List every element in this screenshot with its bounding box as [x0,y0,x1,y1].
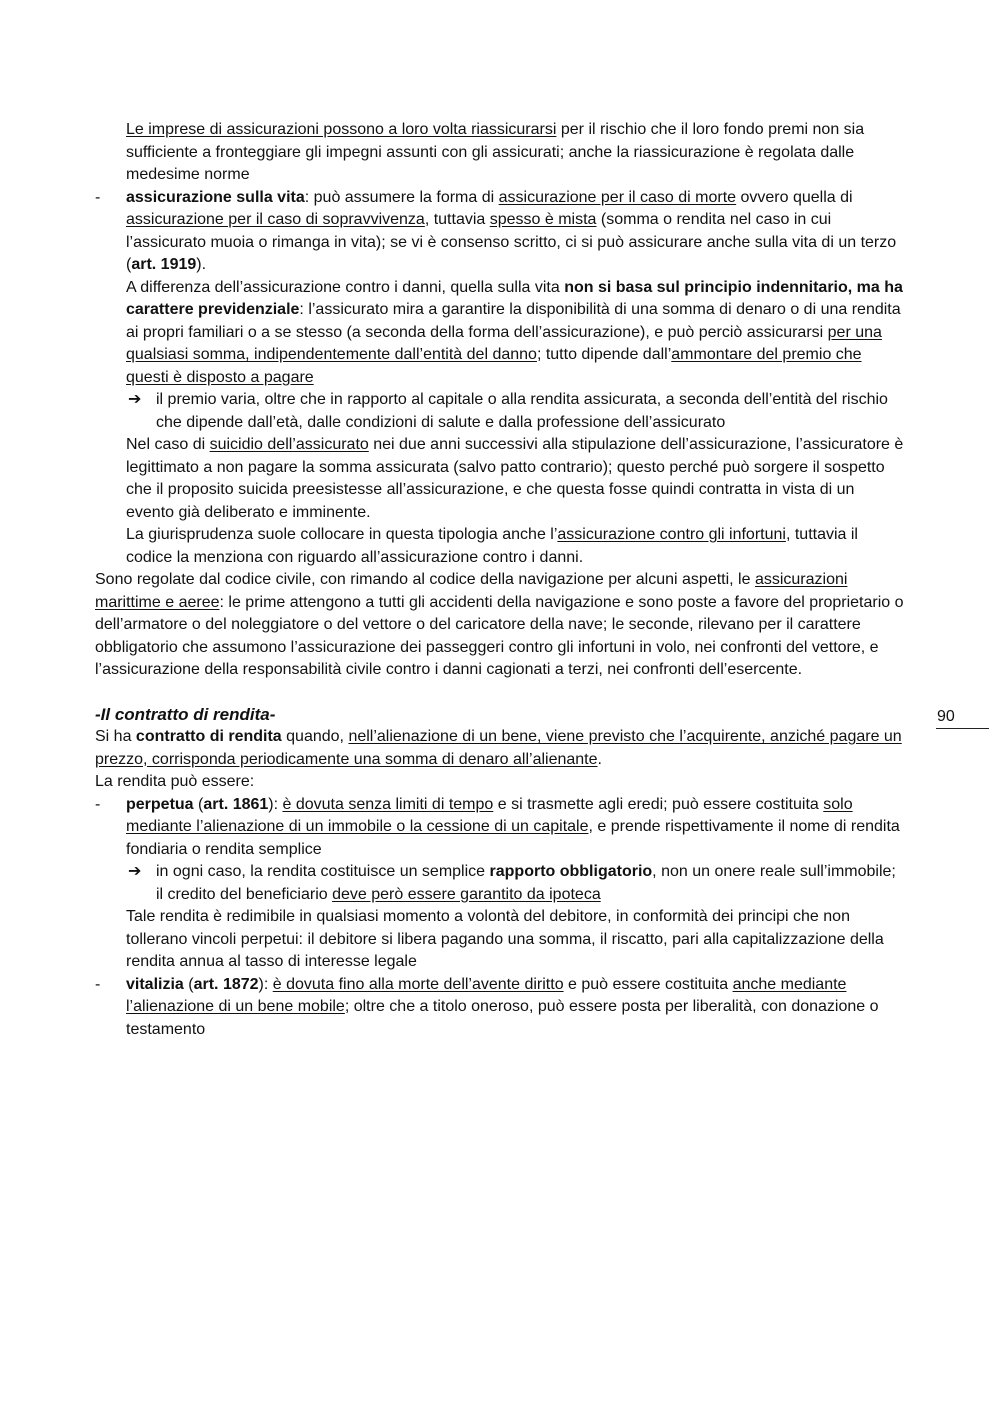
text-run: : può assumere la forma di [304,188,499,206]
text-run: , non un onere reale sull’immobile; il credito del beneficiario [156,863,896,903]
underlined-text: è dovuta senza limiti di tempo [282,795,494,813]
text-run: , tuttavia [424,211,490,228]
arrow-bullet-icon: ➔ [128,391,142,408]
paragraph-rendita-puo-essere [95,771,905,794]
bold-text: assicurazione sulla vita [126,188,305,206]
text-run: ( [183,975,194,993]
underlined-text: suicidio dell’assicurato [209,436,369,453]
bold-text: non si basa sul principio indennitario, ma ha carattere previdenziale [126,278,903,318]
list-item-vitalizia [95,974,905,1042]
text-run: (somma o rendita nel caso in cui l’assicurato muoia o rimanga in vita); se vi è consenso scritto, ci si può assicurare anche sulla vita di un terzo ( [126,211,897,273]
list-item-perpetua [95,794,905,862]
bold-text: art. 1861 [203,795,269,813]
list-dash-icon: - [95,188,101,206]
underlined-text: assicurazioni marittime e aeree [95,571,848,611]
text-run: ): [258,975,273,993]
paragraph-definizione-rendita [95,726,905,771]
arrow-bullet-icon: ➔ [128,863,142,880]
text-run: La rendita può essere: [95,773,255,790]
paragraph-riassicurazione [126,119,905,187]
arrow-item-rapporto-obbligatorio [95,861,905,906]
underlined-text: assicurazione per il caso di morte [498,188,737,206]
text-run: . [597,750,602,768]
underlined-text: solo mediante l’alienazione di un immobile o la cessione di un capitale [126,795,853,835]
page-number: 90 [936,706,989,729]
text-run: nei due anni successivi alla stipulazione dell’assicurazione, l’assicuratore è legittimato a non pagare la somma assicurata (salvo patto contrario); questo perché può sorgere il sospetto che il proposito suicida preesistesse all’assicurazione, e che questa fosse quindi contratta in vista di un evento già deliberato e imminente. [126,436,904,521]
text-run: , e prende rispettivamente il nome di rendita fondiaria o rendita semplice [126,818,900,858]
underlined-text: assicurazione per il caso di sopravvivenza [126,211,425,228]
text-run: Sono regolate dal codice civile, con rimando al codice della navigazione per alcuni aspetti, le [95,571,755,588]
text-run: : le prime attengono a tutti gli accidenti della navigazione e sono poste a favore del proprietario o dell’armatore o del noleggiatore o del vettore o del caricatore della nave; le seconde, rilevano per il carattere obbligatorio che assumono l’assicurazione dei passeggeri contro gli infortuni in volo, nei confronti del vettore, e l’assicurazione della responsabilità civile contro i danni cagionati a terzi, nei confronti dell’esercente. [95,593,904,678]
underlined-text: per una qualsiasi somma, indipendentemente dall’entità del danno [126,323,882,363]
bold-text: perpetua [126,795,194,813]
paragraph-carattere-previdenziale [126,277,905,390]
text-run: -Il contratto di rendita- [95,704,276,724]
text-run: per il rischio che il loro fondo premi non sia sufficiente a fronteggiare gli impegni assunti con gli assicurati; anche la riassicurazione è regolata dalle medesime norme [126,121,865,183]
paragraph-redimibile [126,906,905,974]
bold-text: art. 1872 [193,975,259,993]
list-dash-icon: - [95,975,101,993]
underlined-text: è dovuta fino alla morte dell’avente diritto [272,975,564,993]
bold-text: art. 1919 [131,256,197,273]
text-run: ; tutto dipende dall’ [536,346,672,363]
document-page [95,119,905,1041]
bold-text: contratto di rendita [135,728,282,745]
text-run: ( [193,795,204,813]
text-run: : l’assicurato mira a garantire la disponibilità di una somma di denaro o di una rendita ai propri familiari o a se stesso (a seconda della forma dell’assicurazione), e può perciò assicurarsi [126,301,901,341]
underlined-text: Le imprese di assicurazioni possono a loro volta riassicurarsi [126,121,557,138]
text-run: Tale rendita è redimibile in qualsiasi momento a volontà del debitore, in conformità dei principi che non tollerano vincoli perpetui: il debitore si libera pagando una somma, il riscatto, pari alla capitalizzazione della rendita annua al tasso di interesse legale [126,908,884,970]
arrow-item-premio [95,389,905,434]
text-run: La giurisprudenza suole collocare in questa tipologia anche l’ [126,526,558,543]
text-run: in ogni caso, la rendita costituisce un semplice [156,863,490,880]
list-item-assicurazione-vita [95,187,905,277]
text-run: ; oltre che a titolo oneroso, può essere posta per liberalità, con donazione o testamento [126,998,879,1038]
list-dash-icon: - [95,795,101,813]
underlined-text: nell’alienazione di un bene, viene previsto che l’acquirente, anziché pagare un prezzo, corrisponda periodicamente una somma di denaro all’alienante [95,728,902,768]
underlined-text: ammontare del premio che questi è disposto a pagare [126,346,862,386]
text-run: A differenza dell’assicurazione contro i danni, quella sulla vita [126,278,565,296]
text-run: Si ha [95,728,136,745]
underlined-text: anche mediante l’alienazione di un bene mobile [126,975,847,1015]
text-run: ): [268,795,283,813]
text-run: quando, [281,728,349,745]
text-run: il premio varia, oltre che in rapporto al capitale o alla rendita assicurata, a seconda dell’entità del rischio che dipende dall’età, dalle condizioni di salute e dalla professione dell’assicurato [156,391,888,431]
text-run: , tuttavia il codice la menziona con riguardo all’assicurazione contro i danni. [126,526,858,566]
underlined-text: spesso è mista [489,211,597,228]
text-run: Nel caso di [126,436,210,453]
text-run: e può essere costituita [563,975,733,993]
bold-text: vitalizia [126,975,184,993]
paragraph-suicidio [126,434,905,524]
text-run: ). [196,256,207,273]
underlined-text: deve però essere garantito da ipoteca [332,885,601,903]
paragraph-infortuni [126,524,905,569]
paragraph-assicurazioni-marittime [95,569,905,682]
text-run: e si trasmette agli eredi; può essere costituita [493,795,824,813]
text-run: ovvero quella di [736,188,853,206]
section-heading-contratto-rendita [95,704,905,727]
underlined-text: assicurazione contro gli infortuni [557,526,786,543]
bold-text: rapporto obbligatorio [489,863,653,880]
